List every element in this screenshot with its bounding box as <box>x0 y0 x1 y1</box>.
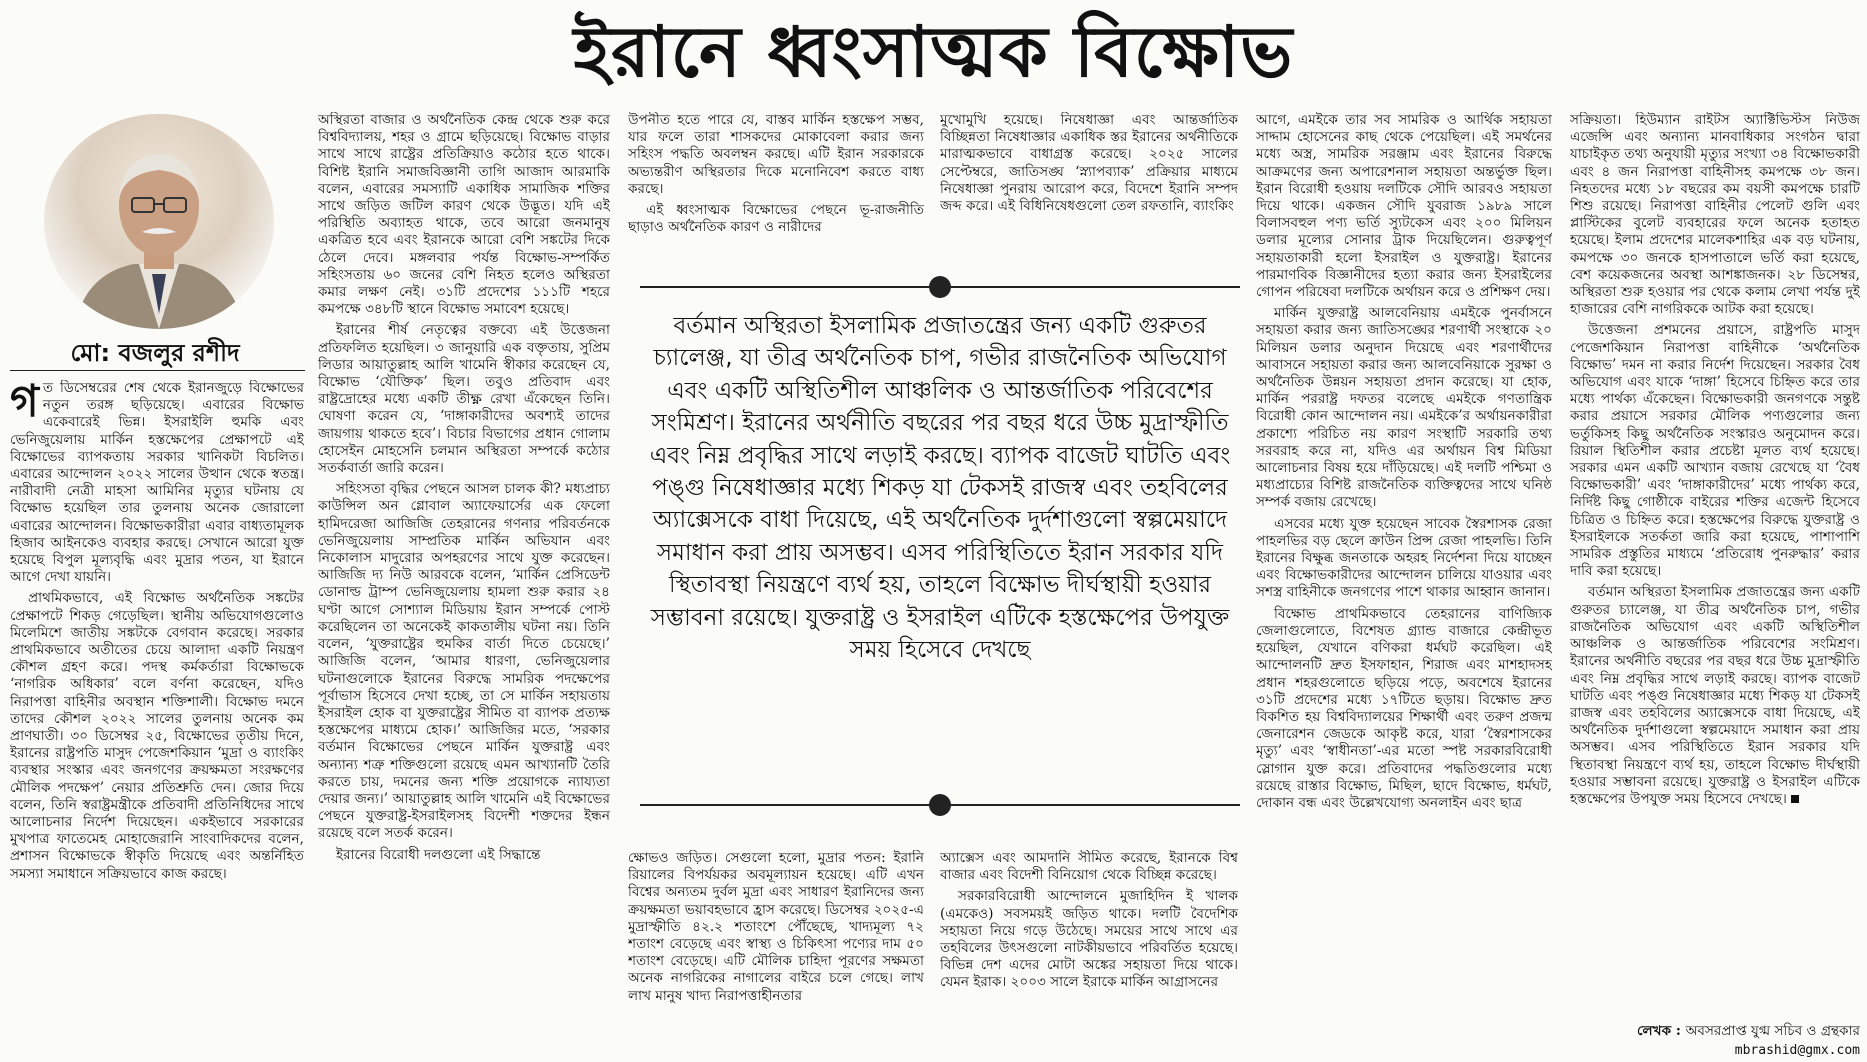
paragraph-6-3 <box>1570 584 1860 808</box>
paragraph-4-3: সরকারবিরোধী আন্দোলনে মুজাহিদিন ই খালক (এমকেও) সবসময়ই জড়িত থাকে। দলটি বৈদেশিক সহায়তা নিয়ে গড়ে উঠেছে। সময়ের সাথে সাথে এর তহবিলের উৎসগুলো নাটকীয়ভাবে পরিবর্তিত হয়েছে। বিভিন্ন দেশ এদের মোটা অঙ্কের সহায়তা দিয়ে থাকে। যেমন ইরাক। ২০০৩ সালে ইরাকে মার্কিন আগ্রাসনের <box>940 888 1238 991</box>
paragraph-6-2: উত্তেজনা প্রশমনের প্রয়াসে, রাষ্ট্রপতি মাসুদ পেজেশকিয়ান নিরাপত্তা বাহিনীকে ‘অর্থনৈতিক বিক্ষোভ’ দমন না করার নির্দেশ দিয়েছেন। সরকার বৈধ অভিযোগ এবং যাকে ‘দাঙ্গা’ হিসেবে চিহ্নিত করে তার মধ্যে পার্থক্য এঁকেছেন। বিক্ষোভকারী জনগণকে সন্তুষ্ট করার প্রয়াসে সরকার মৌলিক পণ্যগুলোর জন্য ভর্তুকিসহ কিছু অর্থনৈতিক সংস্কারও অনুমোদন করে। রিয়াল স্থিতিশীল করার প্রচেষ্টা মূলত ব্যর্থ হয়েছে। সরকার এমন একটি আখ্যান বজায় রেখেছে যা ‘বৈধ বিক্ষোভকারী’ এবং ‘দাঙ্গাকারীদের’ মধ্যে পার্থক্য করে, নির্দিষ্ট কিছু গোষ্ঠীকে বাইরের শক্তির এজেন্ট হিসেবে চিত্রিত ও চিহ্নিত করে। হস্তক্ষেপের বিরুদ্ধে যুক্তরাষ্ট্র ও ইসরাইলকে সতর্কতা জারি করা হয়েছে, পাশাপাশি সামরিক প্রস্তুতির মাধ্যমে ‘প্রতিরোধ পুনরুদ্ধার’ করার দাবি করা হয়েছে। <box>1570 322 1860 580</box>
column-6 <box>1570 112 1860 1017</box>
pull-quote-bottom-dot <box>929 794 951 816</box>
paragraph-5-3: এসবের মধ্যে যুক্ত হয়েছেন সাবেক স্বৈরশাসক রেজা পাহলভির বড় ছেলে ক্রাউন প্রিন্স রেজা পাহলভি। তিনি ইরানের বিক্ষুব্ধ জনতাকে অহরহ নির্দেশনা দিয়ে যাচ্ছেন এবং বিক্ষোভকারীদের আন্দোলন চালিয়ে যাওয়ার এবং সশস্ত্র বাহিনীকে জনগণের পাশে থাকার আহ্বান জানান। <box>1256 515 1552 601</box>
end-mark-icon <box>1791 795 1799 803</box>
paragraph-2-1: অস্থিরতা বাজার ও অর্থনৈতিক কেন্দ্র থেকে শুরু করে বিশ্ববিদ্যালয়, শহর ও গ্রামে ছড়িয়েছে। বিক্ষোভ বাড়ার সাথে সাথে রাষ্ট্রের প্রতিক্রিয়াও কঠোর হতে থাকে। বিশিষ্ট ইরানি সমাজবিজ্ঞানী তাগি আজাদ আরমাকি বলেন, এবারের সমস্যাটি একাধিক সামাজিক শক্তির সাথে জড়িত জটিল কারণ থেকে উদ্ভূত। যদি এই পরিস্থিতি অব্যাহত থাকে, তবে আরো জনমানুষ একত্রিত হবে এবং ইরানকে আরো বেশি সঙ্কটের দিকে ঠেলে দেবে। মঙ্গলবার পর্যন্ত বিক্ষোভ-সম্পর্কিত সহিংসতায় ৬০ জনের বেশি নিহত হলেও অস্থিরতা কমার লক্ষণ নেই। ৩১টি প্রদেশের ১১১টি শহরে কমপক্ষে ৩৪৮টি স্থানে বিক্ষোভ সমাবেশ হয়েছে। <box>318 112 610 318</box>
author-portrait <box>44 114 274 329</box>
column-4-bottom <box>940 850 1238 1058</box>
column-3-bottom <box>628 850 924 1058</box>
designation-text: অবসরপ্রাপ্ত যুগ্ম সচিব ও গ্রন্থকার <box>1685 1023 1860 1039</box>
paragraph-1-2: প্রাথমিকভাবে, এই বিক্ষোভ অর্থনৈতিক সঙ্কটের প্রেক্ষাপটে শিকড় গেড়েছিল। স্থানীয় অভিযোগগুলোও মিলেমিশে জাতীয় সঙ্কটকে বেগবান করেছে। সরকার প্রাথমিকভাবে অতীতের চেয়ে আলাদা একটি নিয়ন্ত্রণ কৌশল গ্রহণ করে। পদস্থ কর্মকর্তারা বিক্ষোভকে ‘নাগরিক অধিকার’ বলে বর্ণনা করেছেন, যদিও নিরাপত্তা বাহিনীর অবস্থান শক্তিশালী। বিক্ষোভ দমনে তাদের কৌশল ২০২২ সালের তুলনায় অনেক কম প্রাণঘাতী। ৩০ ডিসেম্বর ২৫, বিক্ষোভের তৃতীয় দিনে, ইরানের রাষ্ট্রপতি মাসুদ পেজেশকিয়ান ‘মুদ্রা ও ব্যাংকিং ব্যবস্থার সংস্কার এবং জনগণের ক্রয়ক্ষমতা সংরক্ষণের মৌলিক পদক্ষেপ’ নেয়ার প্রতিশ্রুতি দেন। জোর দিয়ে বলেন, তিনি স্বরাষ্ট্রমন্ত্রীকে প্রতিবাদী প্রতিনিধিদের সাথে আলোচনার নির্দেশ দিয়েছেন। একইভাবে সরকারের মুখপাত্র ফাতেমেহ মোহাজেরানি সাংবাদিকদের বলেন, প্রশাসন বিক্ষোভকে স্বীকৃতি দিয়েছে এবং অন্তর্নিহিত সমস্যা সমাধানে সক্রিয়ভাবে কাজ করছে। <box>10 590 304 882</box>
author-designation <box>1575 1023 1860 1040</box>
column-5 <box>1256 112 1552 1058</box>
author-email: mbrashid@gmx.com <box>1734 1043 1860 1058</box>
paragraph-3-1: উপনীত হতে পারে যে, বাস্তব মার্কিন হস্তক্ষেপ সম্ভব, যার ফলে তারা শাসকদের মোকাবেলা করার জন্য সহিংস পদ্ধতি অবলম্বন করছে। এটি ইরান সরকারকে অভ্যন্তরীণ অস্থিরতার দিকে মনোনিবেশ করতে বাধ্য করছে। <box>628 112 924 197</box>
pull-quote <box>640 282 1240 810</box>
paragraph-2-4: ইরানের বিরোধী দলগুলো এই সিদ্ধান্তে <box>336 846 541 863</box>
paragraph-5-1: আগে, এমইকে তার সব সামরিক ও আর্থিক সহায়তা সাদ্দাম হোসেনের কাছ থেকে পেয়েছিল। এই সমর্থনের মধ্যে অস্ত্র, সামরিক সরঞ্জাম এবং ইরানের বিরুদ্ধে আক্রমণের জন্য অপারেশনাল সহায়তা অন্তর্ভুক্ত ছিল। ইরান বিরোধী হওয়ায় দলটিকে সৌদি আরবও সহায়তা দিয়ে থাকে। একজন সৌদি যুবরাজ ১৯৮৯ সালে বিলাসবহুল পণ্য ভর্তি স্যুটকেস এবং ২০০ মিলিয়ন ডলার মূল্যের সোনার ট্রাক দিয়েছিলেন। গুরুত্বপূর্ণ সহায়তাকারী হলো ইসরাইল ও যুক্তরাষ্ট্র। ইরানের পারমাণবিক বিজ্ঞানীদের হত্যা করার জন্য ইসরাইলের গোপন পরিষেবা দলটিকে অর্থায়ন করে ও প্রশিক্ষণ দেয়। <box>1256 112 1552 301</box>
headline: ইরানে ধ্বংসাত্মক বিক্ষোভ <box>573 11 1294 93</box>
paragraph-5-2: মার্কিন যুক্তরাষ্ট্র আলবেনিয়ায় এমইকে পুনর্বাসনে সহায়তা করার জন্য জাতিসঙ্ঘের শরণার্থী সংস্থাকে ২০ মিলিয়ন ডলার অনুদান দিয়েছে এবং শরণার্থীদের আবাসনে সহায়তা করার জন্য আলবেনিয়াকে সুরক্ষা ও অর্থনৈতিক উন্নয়ন সহায়তা প্রদান করেছে। যা হোক, মার্কিন পররাষ্ট্র দফতর বলেছে এমইকে গণতান্ত্রিক বিরোধী কোন আন্দোলন নয়। এমইকে’র অর্থায়নকারীরা প্রকাশ্যে পরিচিত নয় কারণ সংস্থাটি সরকারি তথ্য সরবরাহ করে না, যদিও এর অর্থায়ন বিশ্ব মিডিয়া আলোচনার বিষয় হয়ে দাঁড়িয়েছে। এই দলটি পশ্চিমা ও মধ্যপ্রাচ্যের বিশিষ্ট রাজনৈতিক ব্যক্তিত্বদের সাথে ঘনিষ্ঠ সম্পর্ক বজায় রেখেছে। <box>1256 305 1552 511</box>
paragraph-3-3: ক্ষোভও জড়িত। সেগুলো হলো, মুদ্রার পতন: ইরানি রিয়ালের বিপর্যয়কর অবমূল্যায়ন হয়েছে। এটি এখন বিশ্বের অন্যতম দুর্বল মুদ্রা এবং সাধারণ ইরানিদের জন্য ক্রয়ক্ষমতা ভয়াবহভাবে হ্রাস করেছে। ডিসেম্বর ২০২৫-এ মুদ্রাস্ফীতি ৪২.২ শতাংশে পৌঁছেছে, খাদ্যমূল্য ৭২ শতাংশ বেড়েছে এবং স্বাস্থ্য ও চিকিৎসা পণ্যের দাম ৫০ শতাংশ বেড়েছে। এটি মৌলিক চাহিদা পূরণের সক্ষমতা অনেক নাগরিকের নাগালের বাইরে চলে গেছে। লাখ লাখ মানুষ খাদ্য নিরাপত্তাহীনতার <box>628 850 924 1004</box>
column-1 <box>10 380 304 1058</box>
pull-quote-text: বর্তমান অস্থিরতা ইসলামিক প্রজাতন্ত্রের জন্য একটি গুরুতর চ্যালেঞ্জ, যা তীব্র অর্থনৈতিক চাপ, গভীর রাজনৈতিক অভিযোগ এবং একটি অস্থিতিশীল আঞ্চলিক ও আন্তর্জাতিক পরিবেশের সংমিশ্রণ। ইরানের অর্থনীতি বছরের পর বছর ধরে উচ্চ মুদ্রাস্ফীতি এবং নিম্ন প্রবৃদ্ধির সাথে লড়াই করছে। ব্যাপক বাজেট ঘাটতি এবং পঙ্গু নিষেধাজ্ঞার মধ্যে শিকড় যা টেকসই রাজস্ব এবং তহবিলের অ্যাক্সেসকে বাধা দিয়েছে, এই অর্থনৈতিক দুর্দশাগুলো স্বল্পমেয়াদে সমাধান করা প্রায় অসম্ভব। এসব পরিস্থিতিতে ইরান সরকার যদি স্থিতাবস্থা নিয়ন্ত্রণে ব্যর্থ হয়, তাহলে বিক্ষোভ দীর্ঘস্থায়ী হওয়ার সম্ভাবনা রয়েছে। যুক্তরাষ্ট্র ও ইসরাইল এটিকে হস্তক্ষেপের উপযুক্ত সময় হিসেবে দেখছে <box>649 313 1231 664</box>
paragraph-text: ত ডিসেম্বরের শেষ থেকে ইরানজুড়ে বিক্ষোভের নতুন তরঙ্গ ছড়িয়েছে। এবারের বিক্ষোভ একেবারেই ভিন্ন। ইসরাইলি হুমকি এবং ভেনিজুয়েলায় মার্কিন হস্তক্ষেপের প্রেক্ষাপটে এই বিক্ষোভের ব্যাপকতায় সরকার খানিকটা বিচলিত। এবারের আন্দোলন ২০২২ সালের উত্থান থেকে স্বতন্ত্র। নারীবাদী নেত্রী মাহসা আমিনির মৃত্যুর ঘটনায় যে বিক্ষোভ হয়েছিল তার তুলনায় অনেক জোরালো এবারের আন্দোলন। বিক্ষোভকারীরা এবার বাধ্যতামূলক হিজাব আইনকেও ব্যবহার করছে। সেখানে আরো যুক্ত হয়েছে বিপুল মূল্যবৃদ্ধি এবং মুদ্রার পতন, যা ইরানে আগে দেখা যায়নি। <box>10 380 304 586</box>
paragraph-text: বর্তমান অস্থিরতা ইসলামিক প্রজাতন্ত্রের জন্য একটি গুরুতর চ্যালেঞ্জ, যা তীব্র অর্থনৈতিক চাপ, গভীর রাজনৈতিক অভিযোগ এবং একটি অস্থিতিশীল আঞ্চলিক ও আন্তর্জাতিক পরিবেশের সংমিশ্রণ। ইরানের অর্থনীতি বছরের পর বছর ধরে উচ্চ মুদ্রাস্ফীতি এবং নিম্ন প্রবৃদ্ধির সাথে লড়াই করছে। ব্যাপক বাজেট ঘাটতি এবং পঙ্গু নিষেধাজ্ঞার মধ্যে শিকড় যা টেকসই রাজস্ব এবং তহবিলের অ্যাক্সেসকে বাধা দিয়েছে, এই অর্থনৈতিক দুর্দশাগুলো স্বল্পমেয়াদে সমাধান করা প্রায় অসম্ভব। এসব পরিস্থিতিতে ইরান সরকার যদি স্থিতাবস্থা নিয়ন্ত্রণে ব্যর্থ হয়, তাহলে বিক্ষোভ দীর্ঘস্থায়ী হওয়ার সম্ভাবনা রয়েছে। যুক্তরাষ্ট্র ও ইসরাইল এটিকে হস্তক্ষেপের উপযুক্ত সময় হিসেবে দেখছে। <box>1570 584 1860 807</box>
paragraph-2-3: সহিংসতা বৃদ্ধির পেছনে আসল চালক কী? মধ্যপ্রাচ্য কাউন্সিল অন গ্লোবাল অ্যাফেয়ার্সের এক ফেলো হামিদরেজা আজিজি তেহরানের গণনার পরিবর্তনকে ভেনিজুয়েলায় সাম্প্রতিক মার্কিন অভিযান এবং নিকোলাস মাদুরোর অপহরণের সাথে যুক্ত করেছেন। আজিজি দ্য নিউ আরবকে বলেন, ‘মার্কিন প্রেসিডেন্ট ডোনাল্ড ট্রাম্প ভেনিজুয়েলায় হামলা শুরু করার ২৪ ঘণ্টা আগে সোশ্যাল মিডিয়ায় ইরান সম্পর্কে পোস্ট করেছিলেন তা অনেকেই কাকতালীয় ঘটনা নয়। তিনি বলেন, ‘যুক্তরাষ্ট্রের হুমকির বার্তা দিতে চেয়েছে।’ আজিজি বলেন, ‘আমার ধারণা, ভেনিজুয়েলার ঘটনাগুলোকে ইরানের বিরুদ্ধে সামরিক পদক্ষেপের পূর্বাভাস হিসেবে দেখা হচ্ছে, তা সে মার্কিন সহায়তায় ইসরাইল হোক বা যুক্তরাষ্ট্রের সীমিত বা ব্যাপক প্রত্যক্ষ হস্তক্ষেপের মাধ্যমে হোক।’ আজিজির মতে, ‘সরকার বর্তমান বিক্ষোভের পেছনে মার্কিন যুক্তরাষ্ট্র এবং অন্যান্য শত্রু শক্তিগুলো রয়েছে এমন আখ্যানটি তৈরি করতে চায়, দমনের জন্য শক্তি প্রয়োগকে ন্যায্যতা দেয়ার জন্য।’ আয়াতুল্লাহ আলি খামেনি এই বিক্ষোভের পেছনে যুক্তরাষ্ট্র-ইসরাইলসহ বিদেশী শক্তদের ইন্ধন রয়েছে বলে সতর্ক করেন। <box>318 481 610 842</box>
column-3-top <box>628 112 924 262</box>
paragraph-5-4: বিক্ষোভ প্রাথমিকভাবে তেহরানের বাণিজ্যিক জেলাগুলোতে, বিশেষত গ্র্যান্ড বাজারে কেন্দ্রীভূত হয়েছিল, যেখানে বণিকরা ধর্মঘট করেছিল। এই আন্দোলনটি দ্রুত ইসফাহান, শিরাজ এবং মাশহাদসহ প্রধান শহরগুলোতে ছড়িয়ে পড়ে, অবশেষে ইরানের ৩১টি প্রদেশের মধ্যে ১৭টিতে ছড়ায়। বিক্ষোভ দ্রুত বিকশিত হয় বিশ্ববিদ্যালয়ের শিক্ষার্থী এবং তরুণ প্রজন্ম জেনারেশন জেডকে আকৃষ্ট করে, যারা ‘স্বৈরশাসকের মৃত্যু’ এবং ‘স্বাধীনতা’-এর মতো স্পষ্ট সরকারবিরোধী স্লোগান যুক্ত করে। প্রতিবাদের পদ্ধতিগুলোর মধ্যে রয়েছে রাস্তার বিক্ষোভ, মিছিল, ছাদে বিক্ষোভ, ধর্মঘট, দোকান বন্ধ এবং উল্লেখযোগ্য অনলাইন এবং ছাত্র <box>1256 605 1552 811</box>
paragraph-6-1: সক্রিয়তা। হিউম্যান রাইটস অ্যাক্টিভিস্টস নিউজ এজেন্সি এবং অন্যান্য মানবাধিকার সংগঠন দ্বারা যাচাইকৃত তথ্য অনুযায়ী মৃত্যুর সংখ্যা ৩৪ বিক্ষোভকারী এবং ৪ জন নিরাপত্তা বাহিনীসহ কমপক্ষে ৩৮ জন। নিহতদের মধ্যে ১৮ বছরের কম বয়সী কমপক্ষে চারটি শিশু রয়েছে। নিরাপত্তা বাহিনীর পেলেট গুলি এবং প্লাস্টিকের বুলেট ব্যবহারের ফলে অনেক হতাহত হয়েছে। ইলাম প্রদেশের মালেকশাহির এক বড় ঘটনায়, কমপক্ষে ৩০ জনকে হাসপাতালে ভর্তি করা হয়েছে, বেশ কয়েকজনের অবস্থা আশঙ্কাজনক। ২৮ ডিসেম্বর, অস্থিরতা শুরু হওয়ার পর থেকে কলাম লেখা পর্যন্ত দুই হাজারের বেশি নাগরিককে আটক করা হয়েছে। <box>1570 112 1860 318</box>
designation-label: লেখক : <box>1637 1023 1681 1039</box>
paragraph-4-1: মুখোমুখি হয়েছে। নিষেধাজ্ঞা এবং আন্তর্জাতিক বিচ্ছিন্নতা নিষেধাজ্ঞার একাধিক স্তর ইরানের অর্থনীতিকে মারাত্মকভাবে বাধাগ্রস্ত করেছে। ২০২৫ সালের সেপ্টেম্বরে, জাতিসঙ্ঘ ‘স্ন্যাপব্যাক’ প্রক্রিয়ার মাধ্যমে নিষেধাজ্ঞা পুনরায় আরোপ করে, বিদেশে ইরানি সম্পদ জব্দ করে। এই বিধিনিষেধগুলো তেল রফতানি, ব্যাংকিং <box>940 112 1238 215</box>
author-block <box>10 110 310 375</box>
column-4-top <box>940 112 1238 262</box>
pull-quote-top-dot <box>929 276 951 298</box>
paragraph-4-2: অ্যাক্সেস এবং আমদানি সীমিত করেছে, ইরানকে বিশ্ব বাজার এবং বিদেশী বিনিয়োগ থেকে বিচ্ছিন্ন করেছে। <box>940 850 1238 884</box>
author-divider <box>10 370 305 371</box>
column-2 <box>318 112 610 1058</box>
paragraph-1-1 <box>10 380 304 586</box>
paragraph-2-2: ইরানের শীর্ষ নেতৃত্বের বক্তব্যে এই উত্তেজনা প্রতিফলিত হয়েছিল। ৩ জানুয়ারি এক বক্তৃতায়, সুপ্রিম লিডার আয়াতুল্লাহ আলি খামেনি স্বীকার করেছেন যে, বিক্ষোভ ‘যৌক্তিক’ ছিল। তবুও প্রতিবাদ এবং রাষ্ট্রদ্রোহের মধ্যে একটি তীক্ষ্ণ রেখা এঁকেছেন তিনি। ঘোষণা করেন যে, ‘দাঙ্গাকারীদের অবশ্যই তাদের জায়গায় থাকতে হবে’। বিচার বিভাগের প্রধান গোলাম হোসেইন মোহসেনি চলমান অস্থিরতা সম্পর্কে কঠোর সতর্কবার্তা জারি করেন। <box>318 322 610 477</box>
paragraph-3-2: এই ধ্বংসাত্মক বিক্ষোভের পেছনে ভূ-রাজনীতি ছাড়াও অর্থনৈতিক কারণ ও নারীদের <box>628 202 924 236</box>
drop-cap: গ <box>10 380 39 427</box>
author-name: মো: বজলুর রশীদ <box>70 339 240 367</box>
